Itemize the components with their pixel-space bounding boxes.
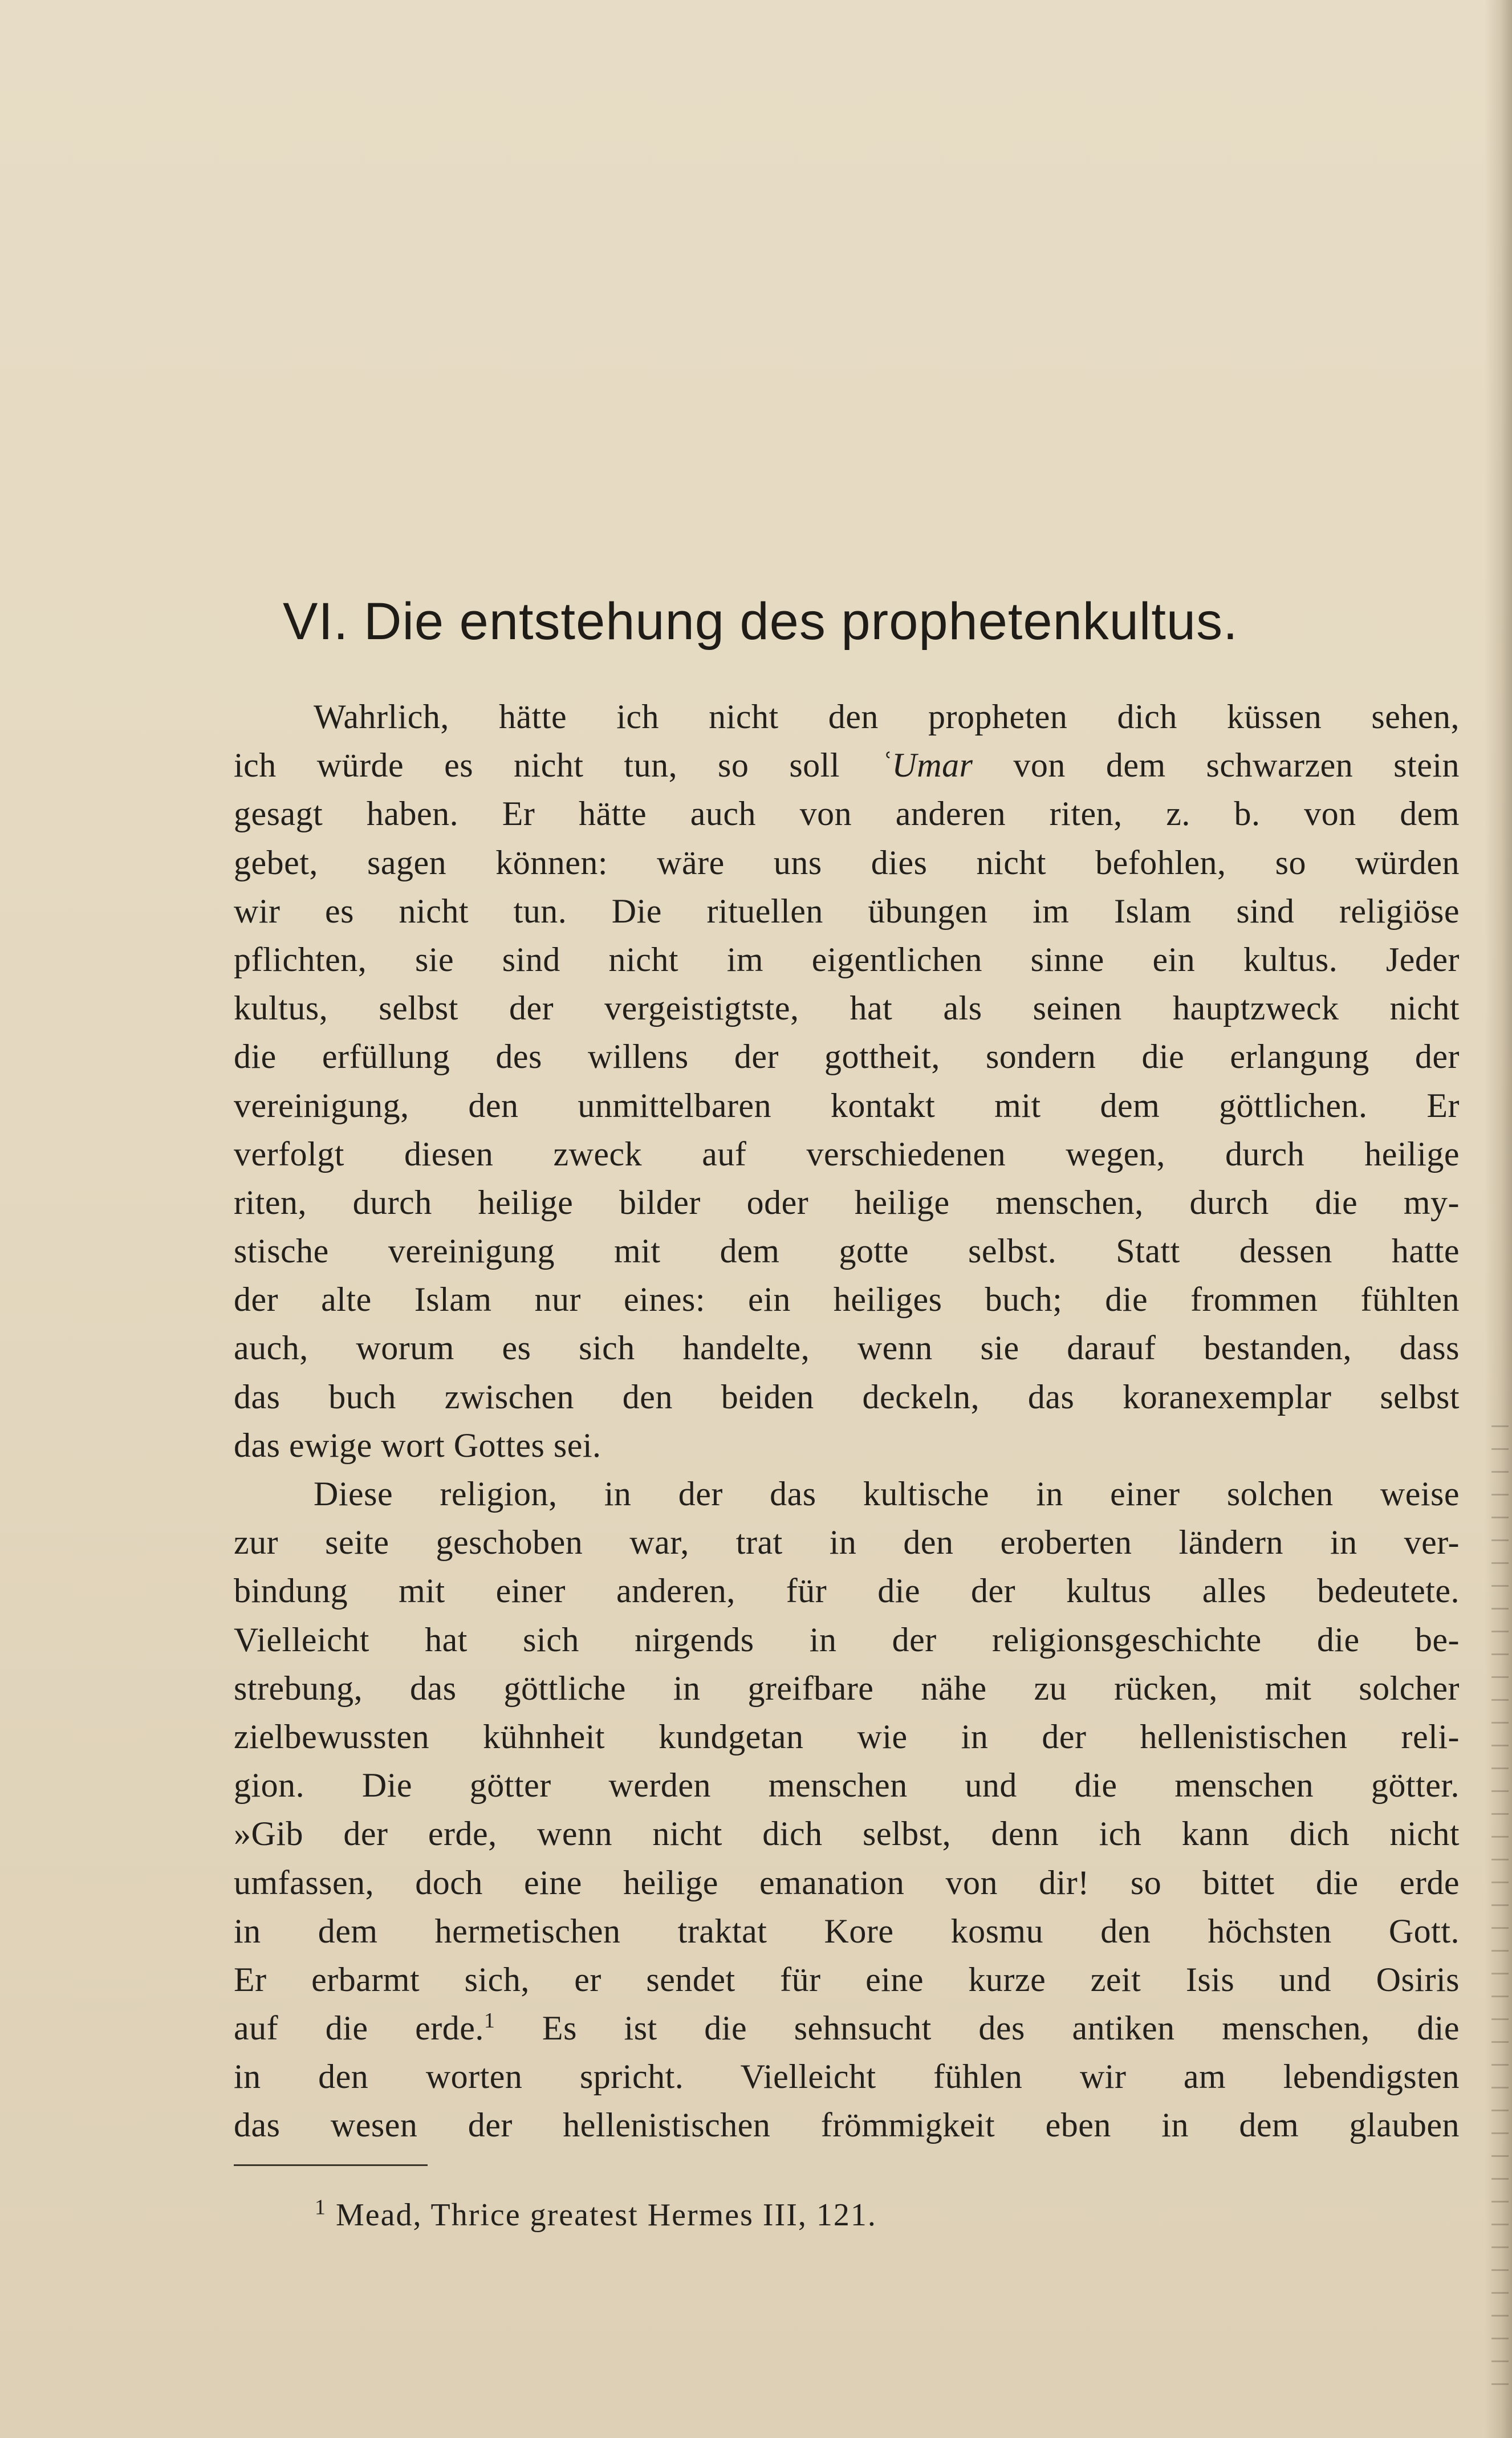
chapter-title: VI. Die entstehung des prophetenkultus. <box>283 592 1238 651</box>
text-line: Diese religion, in der das kultische in einer solchen weise <box>314 1475 1460 1513</box>
text-line: vereinigung, den unmittelbaren kontakt mit dem göttlichen. Er <box>234 1086 1460 1124</box>
footnote-text: Mead, Thrice greatest Hermes III, 121. <box>327 2197 877 2233</box>
text-line: riten, durch heilige bilder oder heilige menschen, durch die my- <box>234 1183 1460 1221</box>
text-line: die erfüllung des willens der gottheit, sondern die erlangung der <box>234 1038 1460 1076</box>
text-line: wir es nicht tun. Die rituellen übungen im Islam sind religiöse <box>234 892 1460 930</box>
text-line: auf die erde.$^1$ Es ist die sehnsucht des antiken menschen, die <box>234 2009 1460 2047</box>
text-line: zur seite geschoben war, trat in den eroberten ländern in ver- <box>234 1523 1460 1562</box>
text-line: Wahrlich, hätte ich nicht den propheten dich küssen sehen, <box>314 698 1460 736</box>
text-line: Vielleicht hat sich nirgends in der religionsgeschichte die be- <box>234 1620 1460 1659</box>
text-line: zielbewussten kühnheit kundgetan wie in der hellenistischen reli- <box>234 1717 1460 1756</box>
footnote-marker: 1 <box>315 2195 327 2220</box>
text-line: das buch zwischen den beiden deckeln, das koranexemplar selbst <box>234 1378 1460 1416</box>
text-line: gebet, sagen können: wäre uns dies nicht befohlen, so würden <box>234 843 1460 881</box>
text-line: umfassen, doch eine heilige emanation von dir! so bittet die erde <box>234 1863 1460 1901</box>
text-line: ich würde es nicht tun, so soll ʿUmar von dem schwarzen stein <box>234 746 1460 785</box>
text-line: Er erbarmt sich, er sendet für eine kurze zeit Isis und Osiris <box>234 1960 1460 1998</box>
text-line: pflichten, sie sind nicht im eigentlichen sinne ein kultus. Jeder <box>234 940 1460 978</box>
page-edge-texture <box>1491 1425 1509 2395</box>
text-line: das ewige wort Gottes sei. <box>234 1426 601 1464</box>
text-line: auch, worum es sich handelte, wenn sie darauf bestanden, dass <box>234 1329 1460 1367</box>
footnote <box>315 2192 1341 2238</box>
text-line: das wesen der hellenistischen frömmigkeit eben in dem glauben <box>234 2106 1460 2144</box>
text-line: stische vereinigung mit dem gotte selbst. Statt dessen hatte <box>234 1232 1460 1270</box>
text-line: verfolgt diesen zweck auf verschiedenen wegen, durch heilige <box>234 1135 1460 1173</box>
text-line: in den worten spricht. Vielleicht fühlen wir am lebendigsten <box>234 2058 1460 2096</box>
text-line: bindung mit einer anderen, für die der kultus alles bedeutete. <box>234 1572 1460 1610</box>
text-line: der alte Islam nur eines: ein heiliges buch; die frommen fühlten <box>234 1281 1460 1319</box>
text-line: kultus, selbst der vergeistigtste, hat als seinen hauptzweck nicht <box>234 989 1460 1027</box>
text-line: in dem hermetischen traktat Kore kosmu den höchsten Gott. <box>234 1912 1460 1950</box>
footnote-divider <box>234 2164 428 2166</box>
body-text <box>234 693 1460 2150</box>
name-umar: ʿUmar <box>880 746 973 785</box>
text-line: »Gib der erde, wenn nicht dich selbst, denn ich kann dich nicht <box>234 1815 1460 1853</box>
text-line: gion. Die götter werden menschen und die menschen götter. <box>234 1766 1460 1805</box>
footnote-reference: 1 <box>483 2009 495 2033</box>
text-line: gesagt haben. Er hätte auch von anderen riten, z. b. von dem <box>234 795 1460 833</box>
text-line: strebung, das göttliche in greifbare nähe zu rücken, mit solcher <box>234 1669 1460 1707</box>
